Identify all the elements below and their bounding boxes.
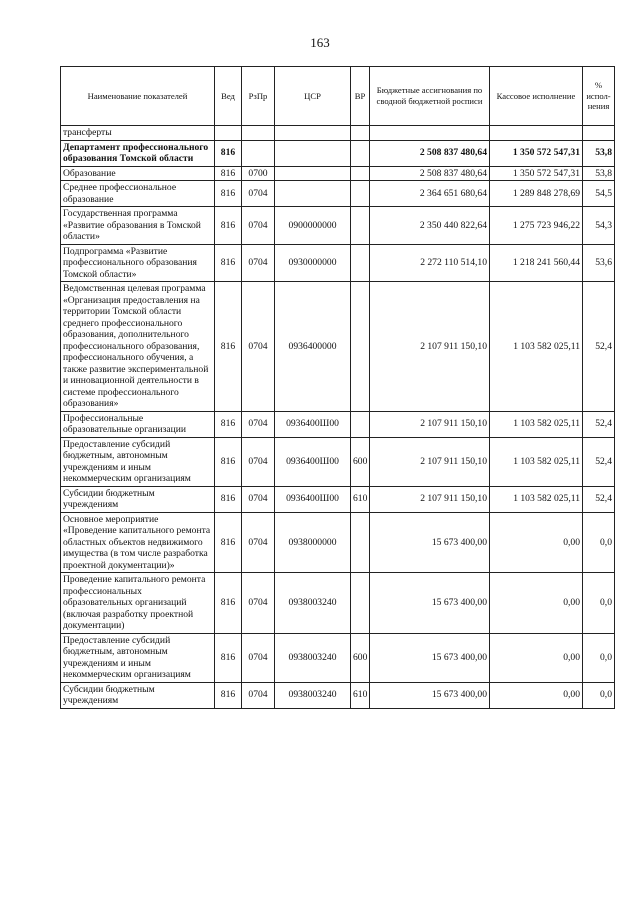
row-csr: 0938003240 bbox=[275, 633, 351, 682]
table-row bbox=[61, 282, 615, 412]
row-cash: 1 103 582 025,11 bbox=[490, 411, 583, 437]
row-percent bbox=[583, 126, 615, 141]
table-row bbox=[61, 682, 615, 708]
header-name: Наименование показателей bbox=[61, 67, 215, 126]
row-budget: 2 350 440 822,64 bbox=[370, 207, 490, 245]
row-cash: 1 275 723 946,22 bbox=[490, 207, 583, 245]
row-csr: 0936400Ш00 bbox=[275, 437, 351, 486]
table-row bbox=[61, 573, 615, 634]
row-budget: 15 673 400,00 bbox=[370, 633, 490, 682]
row-percent: 0,0 bbox=[583, 682, 615, 708]
row-name: Среднее профессиональное образование bbox=[61, 181, 215, 207]
table-row bbox=[61, 207, 615, 245]
row-vr bbox=[351, 282, 370, 412]
header-row bbox=[61, 67, 615, 126]
row-rzpr: 0704 bbox=[242, 282, 275, 412]
row-csr: 0938000000 bbox=[275, 512, 351, 573]
row-ved: 816 bbox=[215, 282, 242, 412]
row-vr: 600 bbox=[351, 633, 370, 682]
row-vr bbox=[351, 181, 370, 207]
row-percent: 53,8 bbox=[583, 166, 615, 181]
row-vr bbox=[351, 411, 370, 437]
row-name: Государственная программа «Развитие образования в Томской области» bbox=[61, 207, 215, 245]
row-name: Основное мероприятие «Проведение капитального ремонта областных объектов недвижимого имущества (в том числе разработка проектной документации)» bbox=[61, 512, 215, 573]
row-rzpr: 0704 bbox=[242, 486, 275, 512]
row-rzpr: 0704 bbox=[242, 682, 275, 708]
row-ved: 816 bbox=[215, 181, 242, 207]
row-cash: 0,00 bbox=[490, 512, 583, 573]
row-csr: 0938003240 bbox=[275, 573, 351, 634]
row-vr: 610 bbox=[351, 682, 370, 708]
row-rzpr: 0704 bbox=[242, 207, 275, 245]
row-rzpr: 0704 bbox=[242, 573, 275, 634]
row-budget: 2 508 837 480,64 bbox=[370, 166, 490, 181]
header-csr: ЦСР bbox=[275, 67, 351, 126]
row-cash: 1 289 848 278,69 bbox=[490, 181, 583, 207]
row-ved: 816 bbox=[215, 573, 242, 634]
table-row bbox=[61, 486, 615, 512]
row-percent: 53,6 bbox=[583, 244, 615, 282]
header-cash: Кассовое исполнение bbox=[490, 67, 583, 126]
row-vr bbox=[351, 573, 370, 634]
row-name: Подпрограмма «Развитие профессионального образования Томской области» bbox=[61, 244, 215, 282]
page-number: 163 bbox=[310, 35, 330, 50]
row-rzpr: 0704 bbox=[242, 244, 275, 282]
row-cash bbox=[490, 126, 583, 141]
row-percent: 54,5 bbox=[583, 181, 615, 207]
row-cash: 1 350 572 547,31 bbox=[490, 140, 583, 166]
row-csr bbox=[275, 140, 351, 166]
row-percent: 52,4 bbox=[583, 486, 615, 512]
row-budget: 2 508 837 480,64 bbox=[370, 140, 490, 166]
row-budget: 2 107 911 150,10 bbox=[370, 437, 490, 486]
row-vr bbox=[351, 166, 370, 181]
row-budget: 2 107 911 150,10 bbox=[370, 282, 490, 412]
row-rzpr: 0704 bbox=[242, 437, 275, 486]
row-name: Предоставление субсидий бюджетным, автономным учреждениям и иным некоммерческим организациям bbox=[61, 633, 215, 682]
row-budget: 2 107 911 150,10 bbox=[370, 486, 490, 512]
row-budget bbox=[370, 126, 490, 141]
row-cash: 1 218 241 560,44 bbox=[490, 244, 583, 282]
row-percent: 53,8 bbox=[583, 140, 615, 166]
row-ved: 816 bbox=[215, 244, 242, 282]
table-row bbox=[61, 181, 615, 207]
row-cash: 0,00 bbox=[490, 682, 583, 708]
row-csr: 0936400Ш00 bbox=[275, 486, 351, 512]
row-vr bbox=[351, 207, 370, 245]
row-csr bbox=[275, 181, 351, 207]
row-rzpr: 0704 bbox=[242, 181, 275, 207]
row-csr: 0930000000 bbox=[275, 244, 351, 282]
table-row bbox=[61, 411, 615, 437]
row-ved: 816 bbox=[215, 166, 242, 181]
row-name: Профессиональные образовательные организации bbox=[61, 411, 215, 437]
row-ved: 816 bbox=[215, 512, 242, 573]
header-ved: Вед bbox=[215, 67, 242, 126]
row-cash: 1 350 572 547,31 bbox=[490, 166, 583, 181]
row-name: Субсидии бюджетным учреждениям bbox=[61, 486, 215, 512]
row-ved: 816 bbox=[215, 140, 242, 166]
row-csr bbox=[275, 126, 351, 141]
header-percent: % испол-нения bbox=[583, 67, 615, 126]
row-ved bbox=[215, 126, 242, 141]
row-vr bbox=[351, 244, 370, 282]
row-vr: 600 bbox=[351, 437, 370, 486]
row-percent: 0,0 bbox=[583, 573, 615, 634]
row-rzpr: 0704 bbox=[242, 512, 275, 573]
row-vr: 610 bbox=[351, 486, 370, 512]
row-budget: 2 364 651 680,64 bbox=[370, 181, 490, 207]
row-rzpr bbox=[242, 126, 275, 141]
row-percent: 54,3 bbox=[583, 207, 615, 245]
row-csr: 0938003240 bbox=[275, 682, 351, 708]
row-name: Предоставление субсидий бюджетным, автономным учреждениям и иным некоммерческим организациям bbox=[61, 437, 215, 486]
row-rzpr: 0704 bbox=[242, 633, 275, 682]
row-ved: 816 bbox=[215, 207, 242, 245]
row-percent: 0,0 bbox=[583, 512, 615, 573]
table-body bbox=[61, 126, 615, 709]
row-rzpr bbox=[242, 140, 275, 166]
row-rzpr: 0700 bbox=[242, 166, 275, 181]
row-budget: 15 673 400,00 bbox=[370, 682, 490, 708]
table-row bbox=[61, 244, 615, 282]
row-percent: 52,4 bbox=[583, 437, 615, 486]
row-name: Субсидии бюджетным учреждениям bbox=[61, 682, 215, 708]
row-cash: 1 103 582 025,11 bbox=[490, 486, 583, 512]
row-name: трансферты bbox=[61, 126, 215, 141]
row-name: Департамент профессионального образования Томской области bbox=[61, 140, 215, 166]
row-cash: 0,00 bbox=[490, 573, 583, 634]
table-row bbox=[61, 512, 615, 573]
row-csr: 0936400000 bbox=[275, 282, 351, 412]
row-vr bbox=[351, 126, 370, 141]
row-ved: 816 bbox=[215, 486, 242, 512]
row-csr: 0900000000 bbox=[275, 207, 351, 245]
row-name: Ведомственная целевая программа «Организация предоставления на территории Томской области среднего профессионального образования, дополнительного профессионального образования, профессионального обучения, а также развитие экспериментальной и инновационной деятельности в системе профессионального образования» bbox=[61, 282, 215, 412]
row-csr: 0936400Ш00 bbox=[275, 411, 351, 437]
row-rzpr: 0704 bbox=[242, 411, 275, 437]
row-percent: 0,0 bbox=[583, 633, 615, 682]
table-row bbox=[61, 140, 615, 166]
row-ved: 816 bbox=[215, 633, 242, 682]
table-row bbox=[61, 633, 615, 682]
row-vr bbox=[351, 140, 370, 166]
row-cash: 1 103 582 025,11 bbox=[490, 282, 583, 412]
header-budget: Бюджетные ассигнования по сводной бюджетной росписи bbox=[370, 67, 490, 126]
header-rzpr: РзПр bbox=[242, 67, 275, 126]
row-budget: 15 673 400,00 bbox=[370, 573, 490, 634]
table-row bbox=[61, 437, 615, 486]
row-budget: 15 673 400,00 bbox=[370, 512, 490, 573]
budget-execution-table bbox=[60, 66, 615, 709]
row-budget: 2 272 110 514,10 bbox=[370, 244, 490, 282]
header-vr: ВР bbox=[351, 67, 370, 126]
table-row bbox=[61, 126, 615, 141]
row-name: Образование bbox=[61, 166, 215, 181]
row-vr bbox=[351, 512, 370, 573]
row-budget: 2 107 911 150,10 bbox=[370, 411, 490, 437]
row-ved: 816 bbox=[215, 411, 242, 437]
row-percent: 52,4 bbox=[583, 411, 615, 437]
row-cash: 1 103 582 025,11 bbox=[490, 437, 583, 486]
row-ved: 816 bbox=[215, 437, 242, 486]
row-name: Проведение капитального ремонта профессиональных образовательных организаций (включая разработку проектной документации) bbox=[61, 573, 215, 634]
row-csr bbox=[275, 166, 351, 181]
row-cash: 0,00 bbox=[490, 633, 583, 682]
row-ved: 816 bbox=[215, 682, 242, 708]
row-percent: 52,4 bbox=[583, 282, 615, 412]
table-row bbox=[61, 166, 615, 181]
